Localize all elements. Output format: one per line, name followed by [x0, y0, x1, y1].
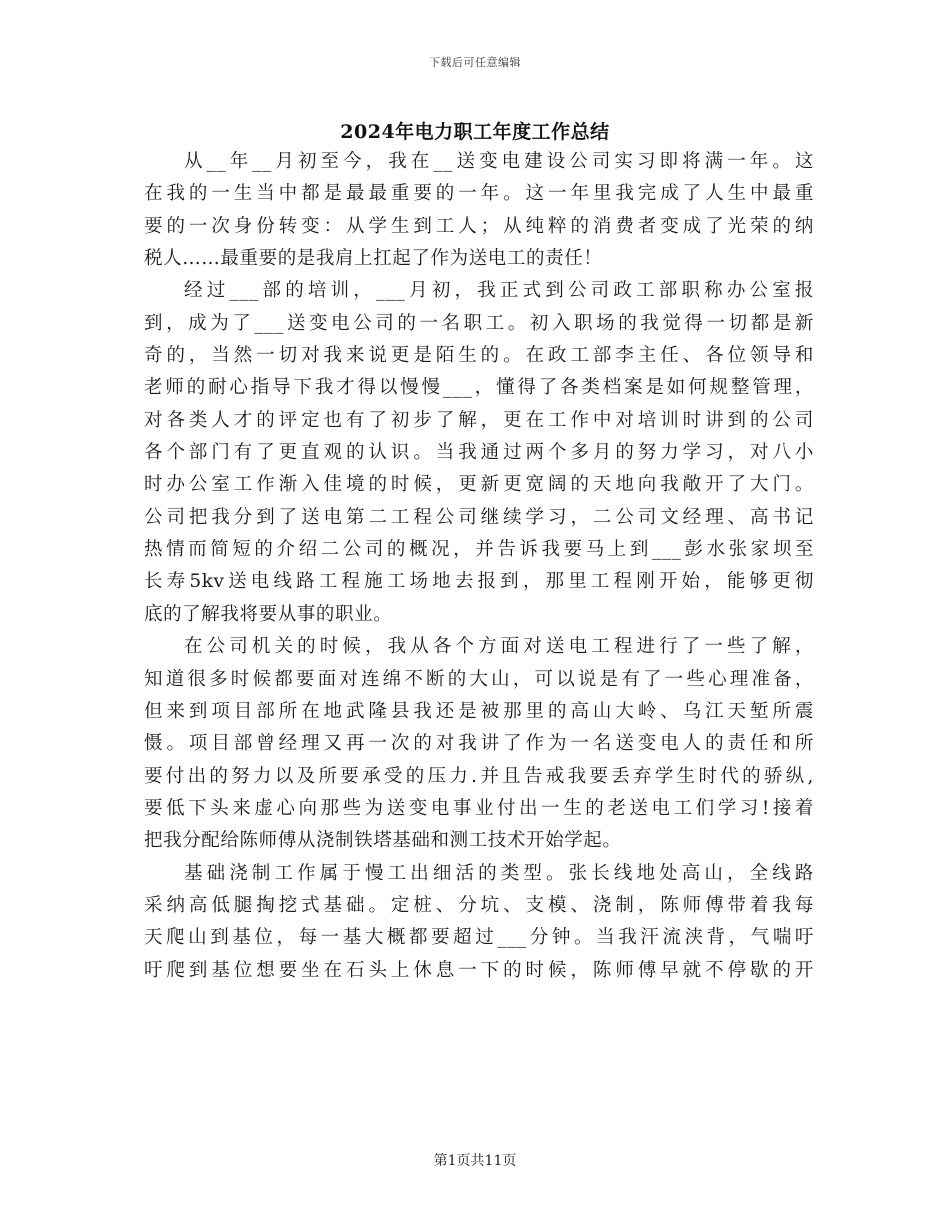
text-line: 知道很多时候都要面对连绵不断的大山，可以说是有了一些心理准备， — [144, 668, 814, 690]
text-line: 要付出的努力以及所要承受的压力.并且告戒我要丢弃学生时代的骄纵, — [144, 765, 814, 787]
text-line: 要低下头来虚心向那些为送变电事业付出一生的老送电工们学习!接着 — [144, 797, 814, 819]
text-line: 采纳高低腿掏挖式基础。定桩、分坑、支模、浇制，陈师傅带着我每 — [144, 894, 814, 916]
text-line: 热情而简短的介绍二公司的概况，并告诉我要马上到___彭水张家坝至 — [144, 539, 814, 561]
text-line: 对各类人才的评定也有了初步了解，更在工作中对培训时讲到的公司 — [144, 409, 814, 431]
text-line: 到，成为了___送变电公司的一名职工。初入职场的我觉得一切都是新 — [144, 312, 814, 334]
paragraph-3 — [144, 631, 814, 857]
text-line: 在我的一生当中都是最最重要的一年。这一年里我完成了人生中最重 — [144, 183, 814, 205]
page-number: 第1页共11页 — [433, 1153, 517, 1169]
text-line: 基础浇制工作属于慢工出细活的类型。张长线地处高山，全线路 — [184, 862, 814, 884]
document-title: 2024年电力职工年度工作总结 — [340, 121, 610, 143]
text-line: 但来到项目部所在地武隆县我还是被那里的高山大岭、乌江天堑所震 — [144, 700, 814, 722]
paragraph-2 — [144, 275, 814, 631]
text-line: 在公司机关的时候，我从各个方面对送电工程进行了一些了解， — [184, 636, 814, 658]
text-line: 长寿5kv送电线路工程施工场地去报到，那里工程刚开始，能够更彻 — [144, 571, 814, 593]
text-line: 各个部门有了更直观的认识。当我通过两个多月的努力学习，对八小 — [144, 442, 814, 464]
page-header: 下载后可任意编辑 — [429, 56, 521, 69]
text-line: 把我分配给陈师傅从浇制铁塔基础和测工技术开始学起。 — [144, 830, 622, 852]
paragraph-1 — [144, 146, 814, 275]
text-line: 时办公室工作渐入佳境的时候，更新更宽阔的天地向我敞开了大门。 — [144, 474, 814, 496]
text-line: 要的一次身份转变：从学生到工人；从纯粹的消费者变成了光荣的纳 — [144, 215, 814, 237]
document-body — [144, 146, 814, 987]
text-line: 天爬山到基位，每一基大概都要超过___分钟。当我汗流浃背，气喘吁 — [144, 927, 814, 949]
text-line: 税人……最重要的是我肩上扛起了作为送电工的责任！ — [144, 248, 603, 270]
paragraph-4 — [144, 858, 814, 987]
text-line: 公司把我分到了送电第二工程公司继续学习，二公司文经理、高书记 — [144, 506, 814, 528]
text-line: 老师的耐心指导下我才得以慢慢___，懂得了各类档案是如何规整管理， — [144, 377, 814, 399]
text-line: 奇的，当然一切对我来说更是陌生的。在政工部李主任、各位领导和 — [144, 345, 814, 367]
text-line: 吁爬到基位想要坐在石头上休息一下的时候，陈师傅早就不停歇的开 — [144, 959, 814, 981]
text-line: 慑。项目部曾经理又再一次的对我讲了作为一名送变电人的责任和所 — [144, 733, 814, 755]
text-line: 经过___部的培训，___月初，我正式到公司政工部职称办公室报 — [184, 280, 814, 302]
text-line: 从__年__月初至今，我在__送变电建设公司实习即将满一年。这 — [184, 151, 814, 172]
text-line: 底的了解我将要从事的职业。 — [144, 603, 393, 625]
